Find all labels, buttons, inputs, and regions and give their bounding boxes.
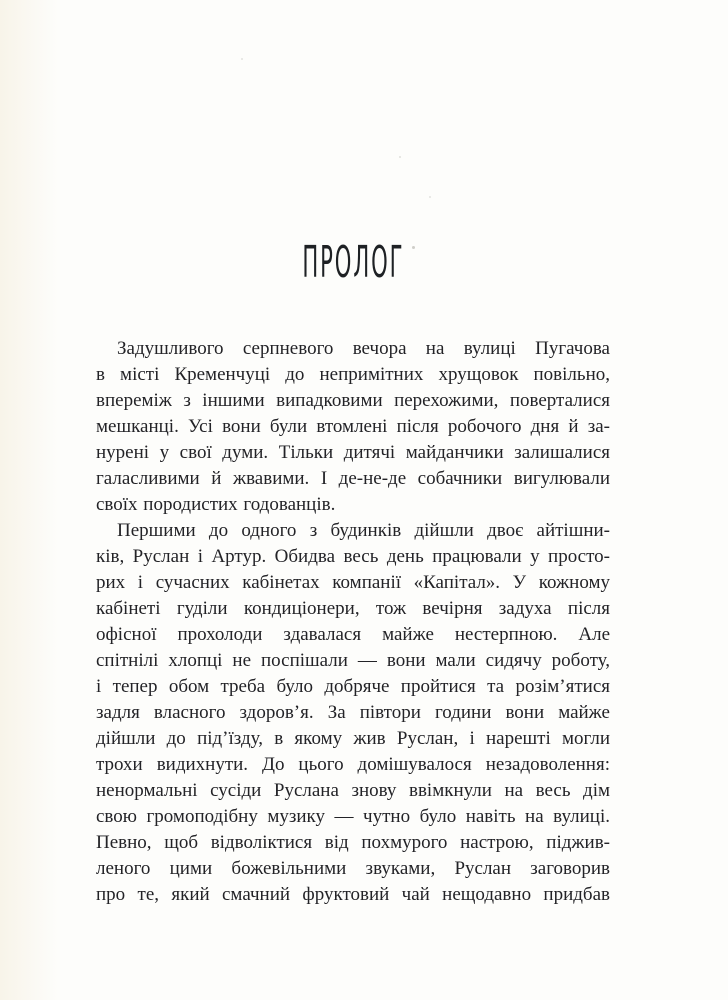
text-line: трохи видихнути. До цього домішувалося незадоволення:	[96, 754, 610, 775]
text-line: спітнілі хлопці не поспішали — вони мали сидячу роботу,	[96, 650, 610, 671]
chapter-heading	[96, 237, 610, 288]
text-line: про те, який смачний фруктовий чай нещодавно придбав	[96, 884, 610, 905]
scan-artifact	[241, 58, 243, 60]
text-line: Задушливого серпневого вечора на вулиці Пугачова	[117, 338, 610, 359]
text-line: кабінеті гуділи кондиціонери, тож вечірня задуха після	[96, 598, 610, 619]
text-line: ненормальні сусіди Руслана знову ввімкнули на весь дім	[96, 780, 610, 801]
text-line: дійшли до під’їзду, в якому жив Руслан, і нарешті могли	[96, 728, 610, 749]
text-line: в місті Кременчуці до непримітних хрущовок повільно,	[96, 364, 610, 385]
text-line: мешканці. Усі вони були втомлені після робочого дня й за-	[96, 416, 610, 437]
text-line: нурені у свої думи. Тільки дитячі майданчики залишалися	[96, 442, 610, 463]
paragraph	[96, 336, 610, 518]
text-line: своїх породистих годованців.	[96, 494, 336, 515]
text-line: леного цими божевільними звуками, Руслан заговорив	[96, 858, 610, 879]
body-text	[96, 336, 610, 908]
paragraph	[96, 518, 610, 908]
text-line: ків, Руслан і Артур. Обидва весь день працювали у просто-	[96, 546, 610, 567]
text-line: і тепер обом треба було добряче пройтися та розім’ятися	[96, 676, 610, 697]
text-line: свою громоподібну музику — чутно було навіть на вулиці.	[96, 806, 610, 827]
chapter-heading-text: ПРОЛОГ	[301, 237, 405, 288]
text-line: задля власного здоров’я. За півтори години вони майже	[96, 702, 610, 723]
text-line: Певно, щоб відволіктися від похмурого настрою, піджив-	[96, 832, 610, 853]
text-line: впереміж з іншими випадковими перехожими, поверталися	[96, 390, 610, 411]
text-line: галасливими й жвавими. І де-не-де собачники вигулювали	[96, 468, 610, 489]
text-line: Першими до одного з будинків дійшли двоє айтішни-	[117, 520, 610, 541]
text-line: рих і сучасних кабінетах компанії «Капітал». У кожному	[96, 572, 610, 593]
scan-artifact	[429, 196, 431, 198]
scan-artifact	[412, 246, 415, 249]
scan-artifact	[399, 156, 401, 158]
text-line: офісної прохолоди здавалася майже нестерпною. Але	[96, 624, 610, 645]
